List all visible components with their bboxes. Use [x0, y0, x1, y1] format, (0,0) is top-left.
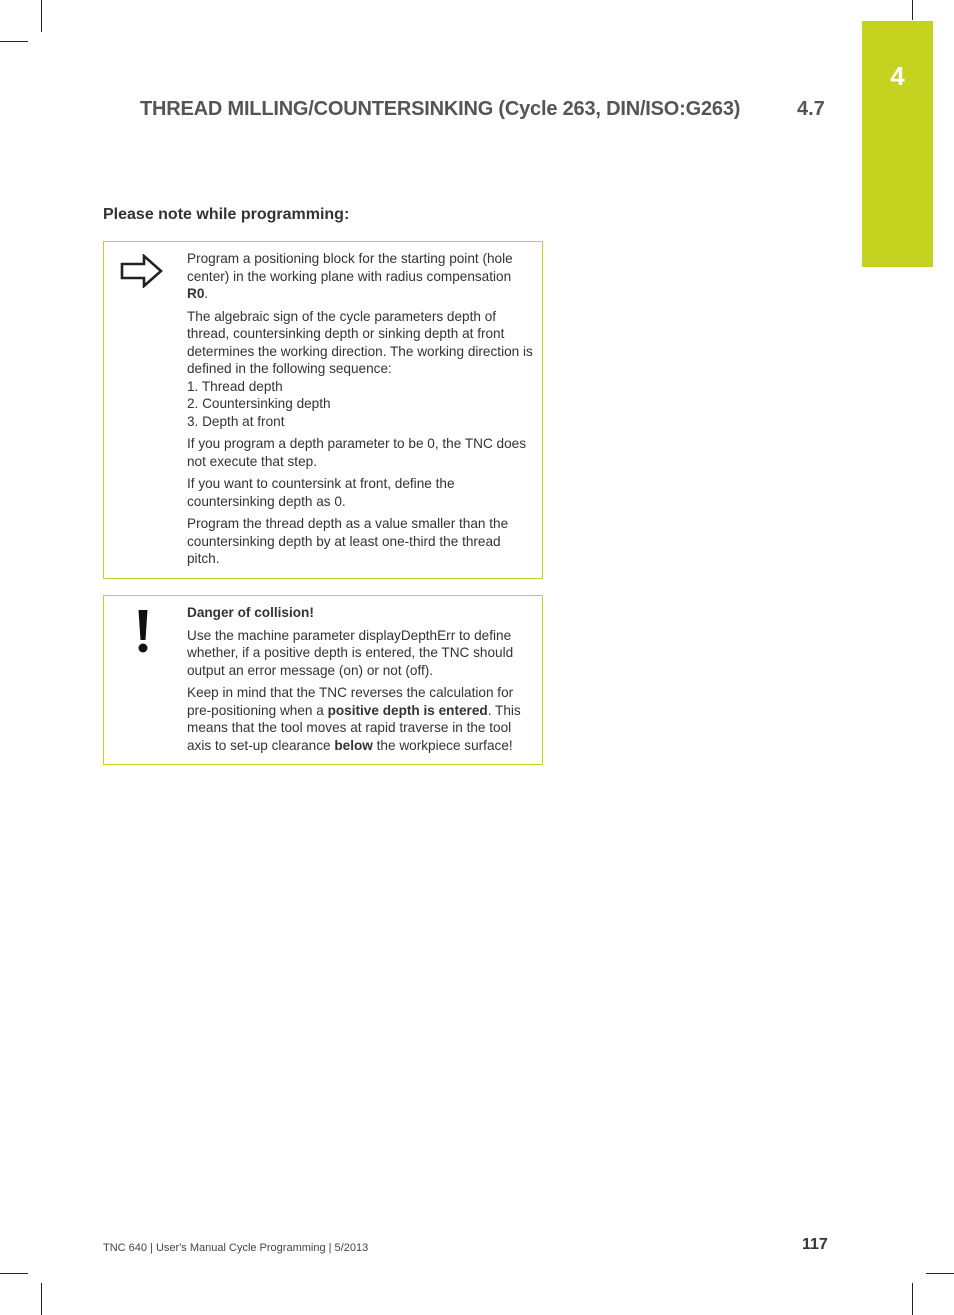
crop-mark	[912, 1283, 913, 1315]
warning-bold: positive depth is entered	[327, 702, 488, 718]
crop-mark	[926, 1273, 954, 1274]
warning-box	[103, 595, 543, 765]
warning-text: the workpiece surface!	[372, 737, 513, 753]
warning-text: Keep in mind that the TNC reverses the calculation for pre-positioning when a	[187, 685, 514, 718]
note-text: The algebraic sign of the cycle parameters depth of thread, countersinking depth or sinking depth at front determines the working direction. The working direction is defined in the following sequence:	[187, 308, 533, 376]
warning-title-text: Danger of collision!	[187, 605, 314, 620]
note-text: Program a positioning block for the starting point (hole center) in the working plane with radius compensation	[187, 251, 513, 284]
page-number: 117	[802, 1236, 828, 1253]
warning-paragraph: Use the machine parameter displayDepthErr to define whether, if a positive depth is entered, the TNC should output an error message (on) or not (off).	[187, 627, 514, 678]
note-paragraph	[187, 250, 534, 303]
note-box	[103, 241, 543, 579]
crop-mark	[0, 1273, 28, 1274]
warning-title	[187, 604, 534, 622]
crop-mark	[41, 1283, 42, 1315]
crop-mark	[912, 0, 913, 20]
note-text: .	[204, 286, 209, 301]
chapter-number: 4	[890, 61, 905, 91]
note-content	[187, 242, 542, 578]
crop-mark	[0, 41, 28, 42]
crop-mark	[41, 0, 42, 32]
note-paragraph: Program the thread depth as a value smaller than the countersinking depth by at least one-third the thread pitch.	[187, 516, 509, 566]
list-item: 1. Thread depth	[187, 378, 283, 394]
footer-text: TNC 640 | User's Manual Cycle Programming | 5/2013	[103, 1242, 369, 1254]
running-header-section: 4.7	[797, 98, 825, 120]
chapter-tab	[862, 21, 933, 267]
note-bold: R0	[187, 286, 205, 301]
warning-content	[187, 596, 542, 764]
exclamation-icon	[136, 608, 150, 659]
running-header-title: THREAD MILLING/COUNTERSINKING (Cycle 263, DIN/ISO:G263)	[140, 98, 741, 120]
warning-paragraph	[187, 684, 534, 754]
arrow-right-icon	[120, 254, 164, 293]
note-paragraph: If you want to countersink at front, define the countersinking depth as 0.	[187, 476, 455, 509]
warning-bold: below	[334, 737, 373, 753]
note-paragraph: If you program a depth parameter to be 0, the TNC does not execute that step.	[187, 436, 527, 469]
warning-text: . This means that the tool moves at rapid traverse in the tool axis to set-up clearance	[187, 702, 521, 753]
list-item: 3. Depth at front	[187, 413, 285, 429]
note-paragraph	[187, 308, 534, 431]
list-item: 2. Countersinking depth	[187, 396, 331, 411]
section-heading: Please note while programming:	[103, 206, 350, 223]
